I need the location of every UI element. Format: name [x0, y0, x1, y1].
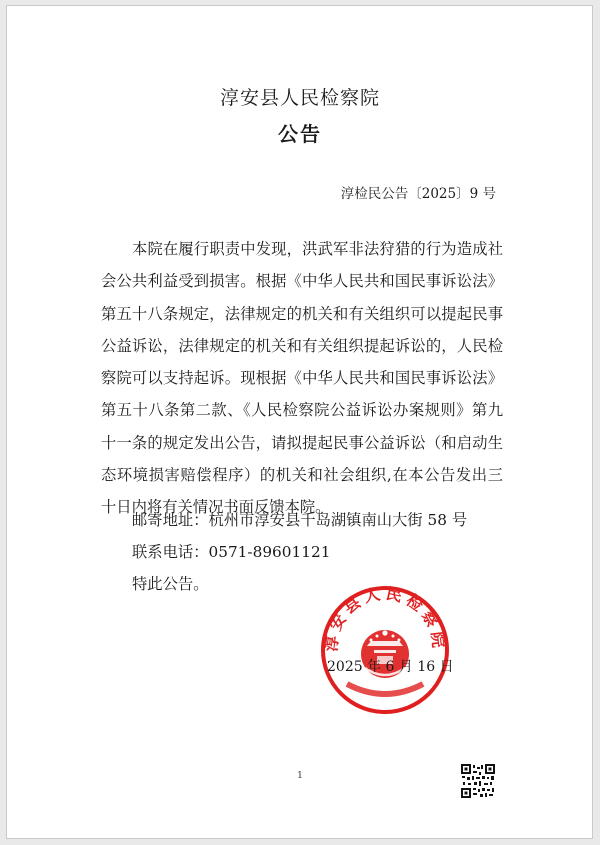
qr-code-icon [460, 763, 496, 799]
official-seal [319, 584, 451, 716]
issue-date: 2025 年 6 月 16 日 [327, 659, 454, 675]
closing-remark: 特此公告。 [132, 575, 209, 593]
notice-body [101, 233, 503, 524]
mailing-address: 邮寄地址：杭州市淳安县千岛湖镇南山大街 58 号 [132, 511, 468, 529]
issuing-organization: 淳安县人民检察院 [219, 87, 380, 109]
notice-paragraph: 本院在履行职责中发现，洪武军非法狩猎的行为造成社会公共利益受到损害。根据《中华人民共和国民事诉讼法》第五十八条规定，法律规定的机关和有关组织可以提起民事公益诉讼，法律规定的机关和有关组织提起诉讼的，人民检察院可以支持起诉。现根据《中华人民共和国民事诉讼法》第五十八条第二款、《人民检察院公益诉讼办案规则》第九十一条的规定发出公告，请拟提起民事公益诉讼（和启动生态环境损害赔偿程序）的机关和社会组织,在本公告发出三十日内将有关情况书面反馈本院。 [101, 240, 503, 517]
seal-text: 淳安县人民检察院 [321, 584, 449, 653]
document-number: 淳检民公告〔2025〕9 号 [340, 186, 496, 202]
contact-phone: 联系电话：0571-89601121 [132, 543, 331, 561]
document-title: 公告 [278, 122, 322, 146]
page-number: 1 [297, 771, 303, 781]
